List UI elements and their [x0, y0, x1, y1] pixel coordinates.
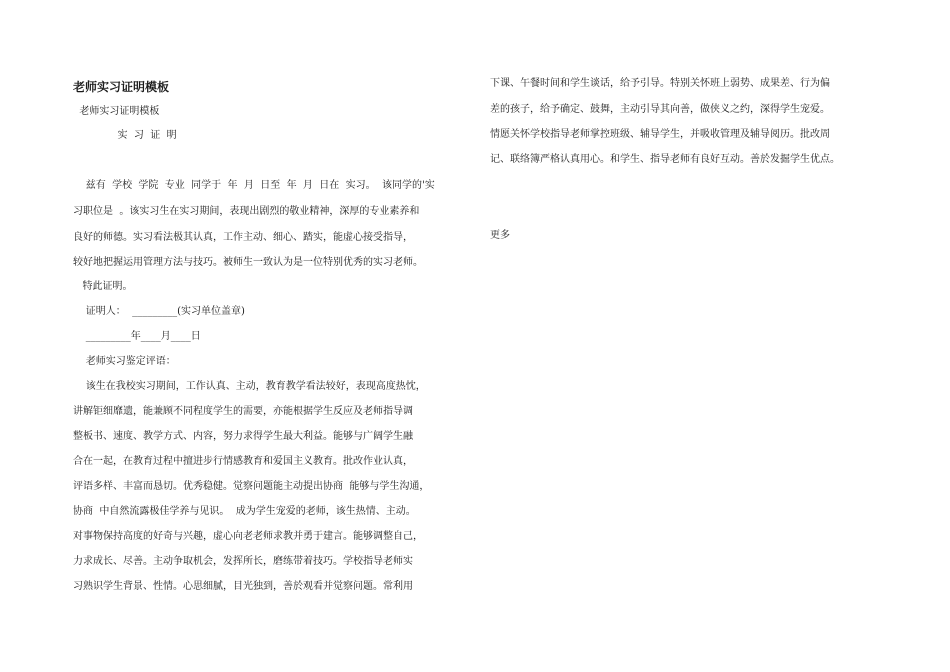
body-line: 较好地把握运用管理方法与技巧。被师生一致认为是一位特别优秀的实习老师。: [73, 257, 423, 268]
body-line: 证明人： _________(实习单位盖章): [73, 306, 245, 317]
body-line: 兹有 学校 学院 专业 同学于 年 月 日至 年 月 日在 实习。 该同学的'实: [73, 180, 435, 191]
body-line: 下课、午餐时间和学生谈话，给予引导。特别关怀班上弱势、成果差、行为偏: [490, 78, 830, 89]
body-line: 习熟识学生背景、性情。心思细腻，目光独到，善於观看并觉察问题。常利用: [73, 581, 413, 592]
body-line: 习职位是 。该实习生在实习期间，表现出剧烈的敬业精神，深厚的专业素养和: [73, 206, 420, 217]
body-line: _________年____月____日: [73, 331, 201, 342]
body-line: 讲解钜细靡遗，能兼顾不同程度学生的需要，亦能根据学生反应及老师指导调: [73, 406, 413, 417]
body-line: 记、联络簿严格认真用心。和学生、指导老师有良好互动。善於发掘学生优点。: [490, 154, 840, 165]
body-line: 良好的师德。实习看法极其认真，工作主动、细心、踏实，能虚心接受指导，: [73, 232, 413, 243]
body-line: 情愿关怀学校指导老师掌控班级、辅导学生，并吸收管理及辅导阅历。批改周: [490, 129, 830, 140]
body-line: 特此证明。: [73, 281, 133, 292]
body-line: 协商 中自然流露极佳学养与见识。 成为学生宠爱的老师，该生热情、主动。: [73, 506, 416, 517]
more-link[interactable]: 更多: [490, 230, 510, 241]
body-line: 整板书、速度、教学方式、内容，努力求得学生最大利益。能够与广阔学生融: [73, 431, 413, 442]
body-line: 该生在我校实习期间，工作认真、主动，教育教学看法较好，表现高度热忱，: [73, 381, 426, 392]
body-line: 老师实习证明模板: [73, 106, 160, 117]
body-line: 老师实习鉴定评语：: [73, 356, 176, 367]
body-line: 合在一起，在教育过程中擅进步行情感教育和爱国主义教育。批改作业认真，: [73, 456, 413, 467]
body-line: 力求成长、尽善。主动争取机会，发挥所长，磨练带着技巧。学校指导老师实: [73, 556, 413, 567]
body-line: 实 习 证 明: [73, 130, 177, 141]
body-line: 差的孩子，给予确定、鼓舞，主动引导其向善，做侠义之约，深得学生宠爱。: [490, 104, 830, 115]
body-line: 评语多样、丰富而恳切。优秀稳健。觉察问题能主动提出协商 能够与学生沟通，: [73, 481, 430, 492]
page-title: 老师实习证明模板: [73, 80, 170, 94]
body-line: 对事物保持高度的好奇与兴趣，虚心向老老师求教并勇于建言。能够调整自己，: [73, 531, 423, 542]
